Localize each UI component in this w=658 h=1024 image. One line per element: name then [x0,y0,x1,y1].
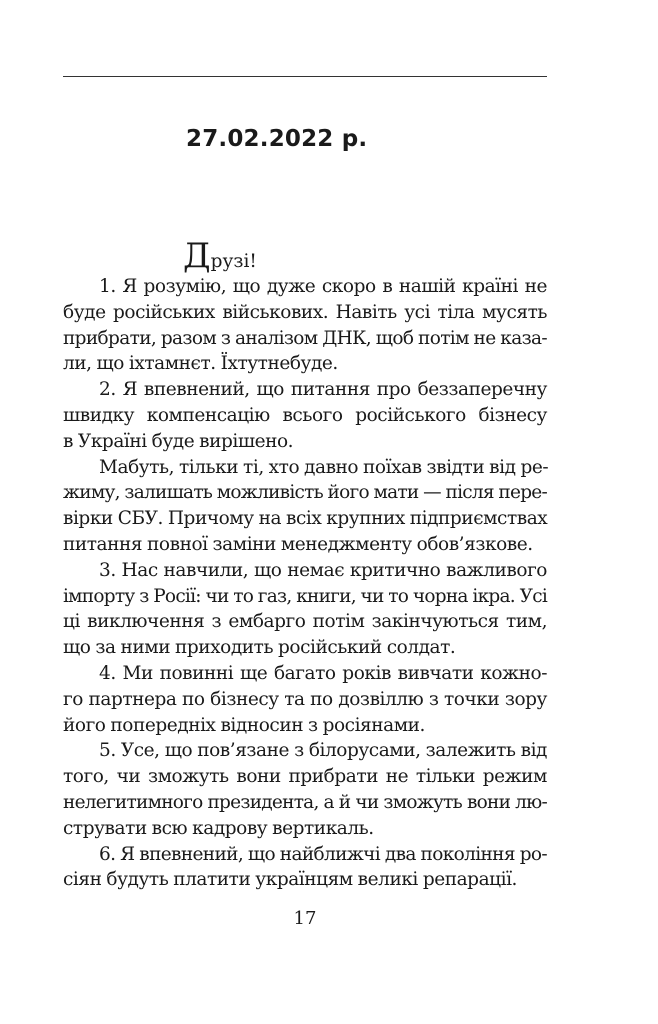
text-line: 1. Я розумію, що дуже скоро в нашій країні не [99,276,547,297]
text-line: нелегитимного президента, а й чи зможуть вони лю- [63,791,547,813]
greeting-rest: рузі! [210,251,257,272]
text-line: питання повної заміни менеджменту обов’язкове. [63,533,533,555]
body-text [63,238,547,893]
text-line: струвати всю кадрову вертикаль. [63,817,374,839]
paragraph [63,661,547,738]
text-line: 5. Усе, що пов’язане з білорусами, залежить від [99,740,547,762]
text-line: в Україні буде вирішено. [63,430,294,452]
paragraph [63,377,547,454]
text-line: 2. Я впевнений, що питання про беззаперечну [99,379,547,401]
text-line: го партнера по бізнесу та по дозвіллю з точки зору [63,688,547,710]
page-number: 17 [293,908,317,929]
text-line: імпорту з Росії: чи то газ, книги, чи то чорна ікра. Усі [63,585,547,607]
text-line: вірки СБУ. Причому на всіх крупних підприємствах [63,508,548,530]
text-line: швидку компенсацію всього російського бізнесу [63,404,547,426]
text-line: того, чи зможуть вони прибрати не тільки режим [63,766,547,788]
date-heading: 27.02.2022 р. [186,126,368,152]
greeting-dropcap: Д [183,236,211,276]
text-line: його попередніх відносин з росіянами. [63,714,425,736]
greeting [183,238,547,274]
text-line: Мабуть, тільки ті, хто давно поїхав звідти від ре- [99,456,549,478]
text-line: ці виключення з ембарго потім закінчуються тим, [63,611,547,633]
paragraph [63,455,547,558]
text-line: буде російських військових. Навіть усі тіла мусять [63,301,547,323]
paragraph [63,274,547,377]
text-line: прибрати, разом з аналізом ДНК, щоб потім не каза- [63,327,547,349]
text-line: 3. Нас навчили, що немає критично важливого [99,559,547,581]
top-rule [63,76,547,77]
paragraphs [63,274,547,893]
text-line: 4. Ми повинні ще багато років вивчати кожно- [99,662,547,684]
paragraph [63,738,547,841]
paragraph [63,558,547,661]
text-line: що за ними приходить російський солдат. [63,637,456,659]
paragraph [63,842,547,894]
text-line: сіян будуть платити українцям великі репарації. [63,869,517,891]
text-line: 6. Я впевнений, що найближчі два покоління ро- [99,843,547,865]
text-line: жиму, залишать можливість його мати — після пере- [63,482,547,504]
text-line: ли, що іхтамнєт. Їхтутнебуде. [63,353,338,375]
